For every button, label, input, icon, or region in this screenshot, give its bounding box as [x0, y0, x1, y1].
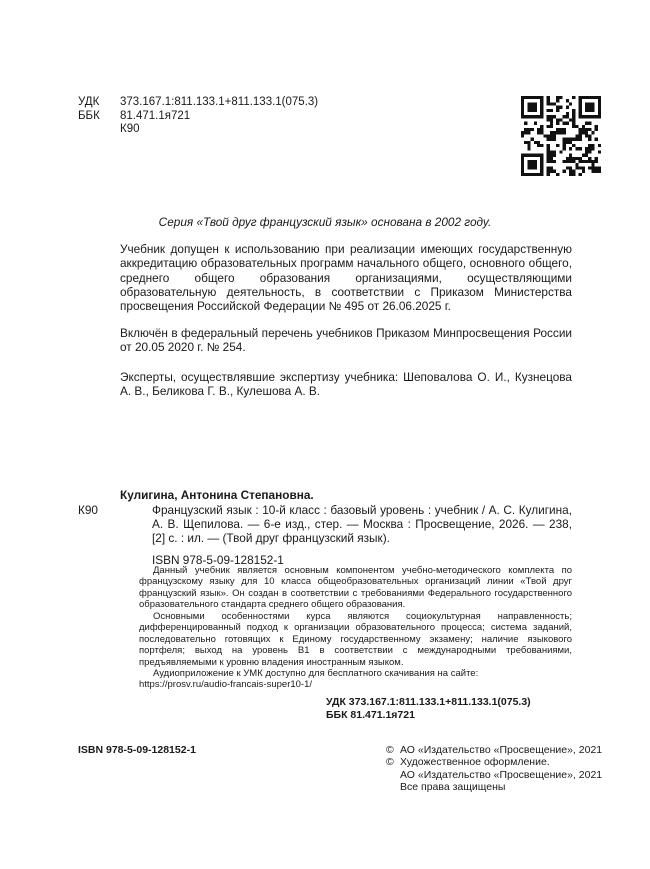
rights-line: Все права защищены — [400, 781, 506, 794]
record-description: Французский язык : 10-й класс : базовый уровень : учебник / А. С. Кулигина, А. В. Щепилова. — 6-е изд., стер. — Москва : Просвещение, 2026. — 238, [2] с. : ил. — (Твой друг французский язык). — [152, 503, 572, 546]
author-mark: К90 — [120, 123, 140, 135]
udk-row — [78, 96, 318, 110]
bbk-value: 81.471.1я721 — [120, 109, 191, 122]
federal-list-paragraph: Включён в федеральный перечень учебников Приказом Минпросвещения России от 20.05 2020 г. № 254. — [120, 326, 572, 355]
record-code: К90 — [78, 503, 98, 517]
audio-link[interactable]: https://prosv.ru/audio-francais-super10-1/ — [139, 679, 313, 691]
bottom-udk: УДК 373.167.1:811.133.1+811.133.1(075.3) — [326, 696, 531, 708]
annotation-text: Данный учебник является основным компонентом учебно-методического комплекта по французскому языку для 10 класса общеобразовательных организаций линии «Твой друг французский язык». Он создан в соответствии с требованиями Федерального государственного образовательного стандарта среднего общего образования. — [139, 565, 572, 611]
udk-label: УДК — [78, 96, 100, 108]
footer-isbn: ISBN 978-5-09-128152-1 — [78, 744, 196, 756]
copyright-icon: © — [386, 756, 394, 769]
annotation-paragraph-3 — [139, 668, 572, 691]
bbk-label: ББК — [78, 109, 100, 122]
bbk-row — [78, 110, 318, 124]
annotation-paragraph-1 — [139, 565, 572, 611]
series-note: Серия «Твой друг французский язык» основана в 2002 году. — [158, 215, 492, 229]
copyright-line: Художественное оформление. — [400, 756, 550, 769]
classification-block — [78, 96, 318, 137]
annotation-paragraph-2 — [139, 611, 572, 668]
record-isbn: ISBN 978-5-09-128152-1 — [152, 553, 284, 567]
annotation-text: Аудиоприложение к УМК доступно для бесплатного скачивания на сайте: — [153, 668, 479, 679]
approval-paragraph: Учебник допущен к использованию при реализации имеющих государственную аккредитацию образовательных программ начального общего, основного общего, среднего общего образования организациями, осуществляющими образовательную деятельность, в соответствии с Приказом Министерства просвещения Российской Федерации № 495 от 26.06.2025 г. — [120, 242, 572, 314]
copyright-block — [386, 744, 602, 794]
annotation-text: Основными особенностями курса являются социокультурная направленность; дифференцированный подход к организации образовательного процесса; система заданий, последовательно готовящих к Единому государственному экзамену; наличие языкового портфеля; выход на уровень B1 в соответствии с международными требованиями, предъявляемыми к уровню владения иностранным языком. — [139, 611, 572, 668]
record-author: Кулигина, Антонина Степановна. — [120, 488, 314, 502]
bottom-index — [326, 696, 531, 721]
udk-value: 373.167.1:811.133.1+811.133.1(075.3) — [120, 96, 319, 108]
copyright-line: АО «Издательство «Просвещение», 2021 — [400, 768, 603, 781]
experts-paragraph: Эксперты, осуществлявшие экспертизу учебника: Шеповалова О. И., Кузнецова А. В., Беликова Г. В., Кулешова А. В. — [120, 370, 572, 399]
copyright-icon: © — [386, 744, 394, 756]
qr-code-icon[interactable] — [521, 96, 601, 176]
bottom-bbk: ББК 81.471.1я721 — [326, 708, 415, 721]
copyright-line: АО «Издательство «Просвещение», 2021 — [400, 744, 603, 756]
